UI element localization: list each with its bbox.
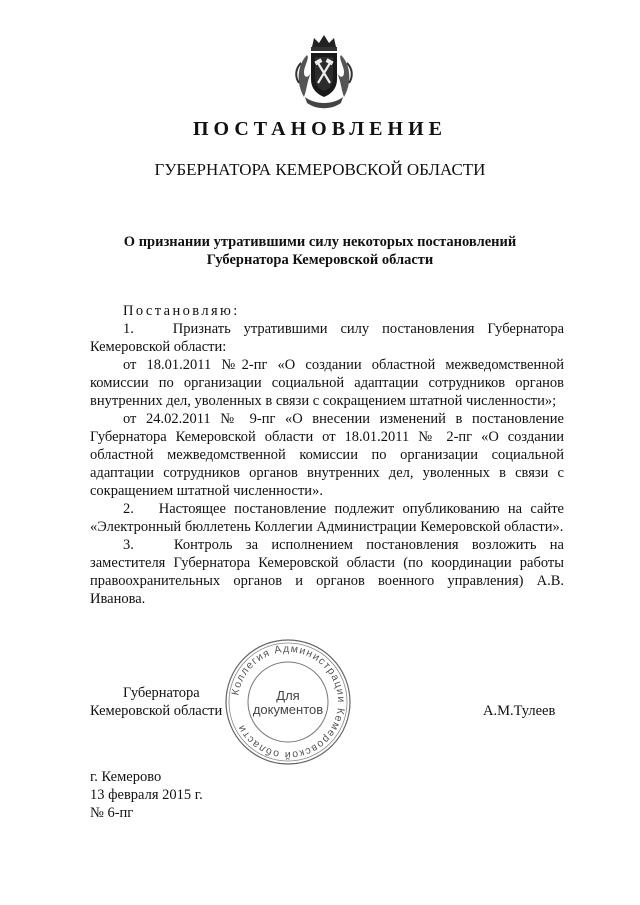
stamp-center-text	[244, 689, 332, 717]
clause-1-item-b: от 24.02.2011 № 9-пг «О внесении изменений в постановление Губернатора Кемеровской области от 18.01.2011 № 2-пг «О создании областной межведомственной комиссии по организации социальной адаптации сотрудников органов внутренних дел, уволенных в связи с сокращением штатной численности».	[90, 411, 564, 499]
signatory-title-line-1: Губернатора	[123, 685, 200, 701]
stamp-ring-text: Коллегия Администрации Кемеровской области	[229, 642, 348, 762]
clause-1: 1. Признать утратившими силу постановления Губернатора Кемеровской области:	[90, 321, 564, 355]
clause-3: 3. Контроль за исполнением постановления возложить на заместителя Губернатора Кемеровской области (по координации работы правоохранительных органов и органов военного управления) А.В. Иванова.	[90, 537, 564, 607]
clause-2: 2. Настоящее постановление подлежит опубликованию на сайте «Электронный бюллетень Коллегии Администрации Кемеровской области».	[90, 501, 564, 535]
document-number: № 6-пг	[90, 805, 134, 821]
signatory-title-line-2: Кемеровской области	[90, 703, 223, 719]
clause-1-item-a: от 18.01.2011 №2-пг «О создании областной межведомственной комиссии по организации социальной адаптации сотрудников органов внутренних дел, уволенных в связи с сокращением штатной численности»;	[90, 357, 564, 409]
signatory-title	[90, 684, 222, 720]
document-body	[90, 302, 564, 608]
coat-of-arms-emblem	[293, 33, 355, 113]
issuer-title: ГУБЕРНАТОРА КЕМЕРОВСКОЙ ОБЛАСТИ	[154, 160, 486, 179]
document-footer	[90, 768, 203, 822]
stamp-center-line-2: документов	[252, 702, 324, 717]
document-subject	[95, 233, 545, 269]
decree-intro: Постановляю:	[123, 303, 240, 319]
issue-date: 13 февраля 2015 г.	[90, 787, 203, 803]
subject-line-1: О признании утратившими силу некоторых постановлений	[123, 234, 517, 250]
document-type-title: ПОСТАНОВЛЕНИЕ	[193, 118, 447, 140]
subject-line-2: Губернатора Кемеровской области	[206, 252, 434, 268]
issue-city: г. Кемерово	[90, 769, 162, 785]
signatory-name: А.М.Тулеев	[483, 703, 556, 719]
stamp-center-line-1: Для	[276, 688, 300, 703]
